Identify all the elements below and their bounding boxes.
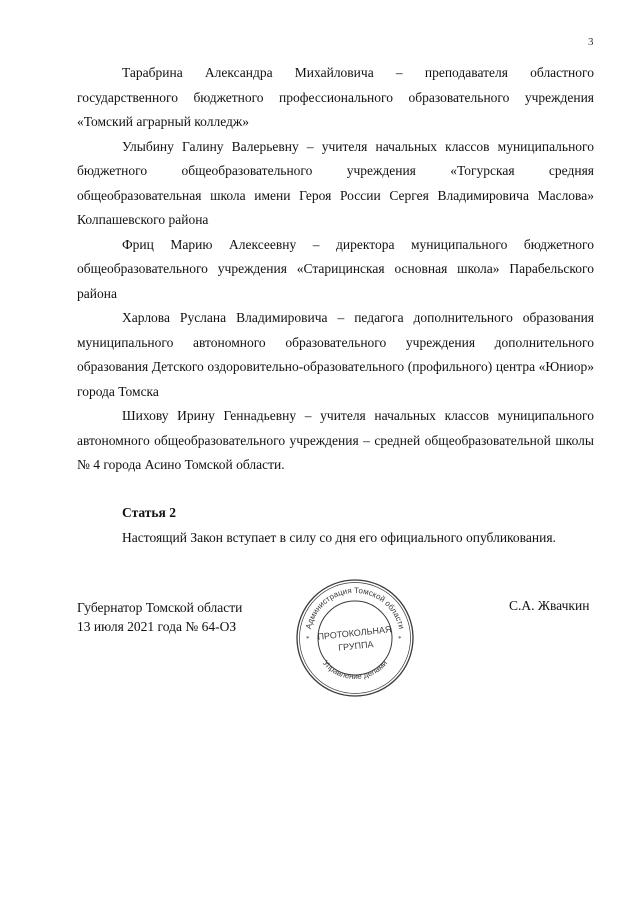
signature-block [77,598,242,636]
awardees-list [77,61,594,478]
article-2 [77,501,594,550]
article-title: Статья 2 [122,505,176,520]
page-number: 3 [588,36,594,48]
awardee-paragraph: Шихову Ирину Геннадьевну – учителя начальных классов муниципального автономного общеобразовательного учреждения – средней общеобразовательной школы № 4 города Асино Томской области. [77,408,594,472]
stamp-center-line1: ПРОТОКОЛЬНАЯ [317,624,392,642]
stamp-star-icon: * [306,635,310,643]
law-date-number: 13 июля 2021 года № 64-ОЗ [77,619,237,634]
stamp-ring-top: Администрация Томской области [303,585,407,630]
stamp-star-icon: * [398,635,402,643]
official-stamp [294,577,416,699]
awardee-paragraph: Тарабрина Александра Михайловича – преподавателя областного государственного бюджетного профессионального образовательного учреждения «Томский аграрный колледж» [77,65,594,129]
svg-text:Управление делами [321,659,389,681]
awardee-paragraph: Фриц Марию Алексеевну – директора муниципального бюджетного общеобразовательного учреждения «Старицинская основная школа» Парабельского района [77,236,594,301]
stamp-ring-bottom: Управление делами [320,658,390,682]
awardee-paragraph: Улыбину Галину Валерьевну – учителя начальных классов муниципального бюджетного общеобразовательного учреждения «Тогурская средняя общеобразовательная школа имени Героя России Сергея Владимировича Маслова» Колпашевского района [77,138,594,227]
signatory-position: Губернатор Томской области [77,600,243,615]
awardee-paragraph: Харлова Руслана Владимировича – педагога дополнительного образования муниципального автономного образовательного учреждения дополнительного образования Детского оздоровительно-образовательного (профильного) центра «Юниор» города Томска [77,310,594,399]
article-text: Настоящий Закон вступает в силу со дня его официального опубликования. [122,529,556,545]
stamp-center-line2: ГРУППА [337,639,374,653]
signatory-name: С.А. Жвачкин [509,598,590,613]
